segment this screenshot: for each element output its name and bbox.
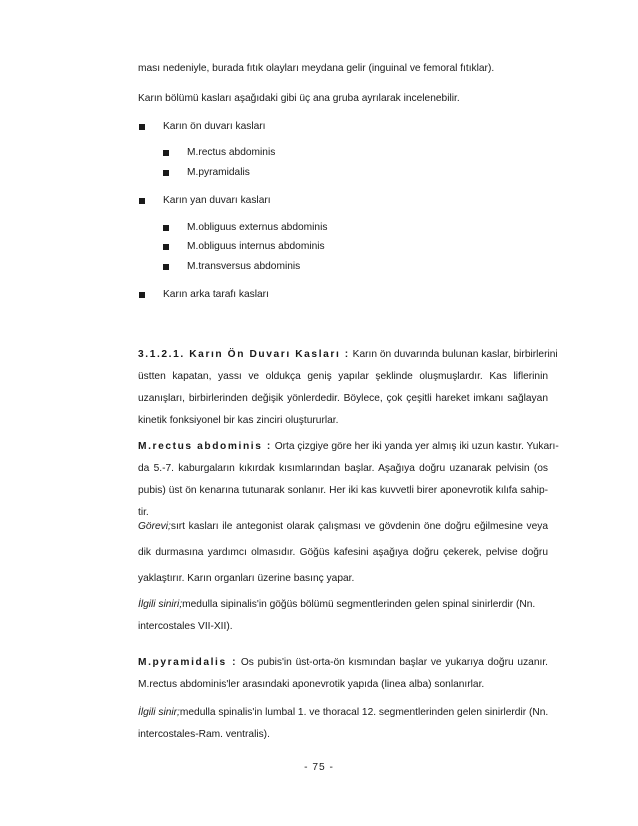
pyramidalis-paragraph-line: M.rectus abdominis'ler arasındaki aponevrotik yapıda (linea alba) sonlanırlar. xyxy=(138,679,485,690)
gorevi-paragraph-line: Görevi;sırt kasları ile antegonist olarak çalışması ve gövdenin öne doğru eğilmesine veya xyxy=(138,521,548,532)
intro-line-1: ması nedeniyle, burada fıtık olayları meydana gelir (inguinal ve femoral fıtıklar). xyxy=(138,63,495,74)
rectus-paragraph-line: M.rectus abdominis : Orta çizgiye göre her iki yanda yer almış iki uzun kastır. Yukarı- xyxy=(138,441,559,452)
section-paragraph-line: kinetik fonksiyonel bir kas zinciri oluştururlar. xyxy=(138,415,339,426)
group-label: Karın yan duvarı kasları xyxy=(163,195,271,206)
section-heading: 3.1.2.1. Karın Ön Duvarı Kasları : xyxy=(138,349,350,360)
pyramidalis-heading: M.pyramidalis : xyxy=(138,657,238,668)
gorevi-paragraph-line: dik durmasına yardımcı olmasıdır. Göğüs kafesini aşağıya doğru çekerek, pelvise doğru xyxy=(138,547,548,558)
gorevi-label: Görevi; xyxy=(138,521,171,532)
nerve-label: İlgili siniri; xyxy=(138,599,183,610)
nerve-paragraph-line: intercostales VII-XII). xyxy=(138,621,233,632)
intro-line-2: Karın bölümü kasları aşağıdaki gibi üç ana gruba ayrılarak incelenebilir. xyxy=(138,93,460,104)
rectus-paragraph-line: pubis) üst ön kenarına tutunarak sonlanır. Her iki kas kuvvetli birer aponevrotik kılıfa sahip- xyxy=(138,485,548,496)
rectus-heading: M.rectus abdominis : xyxy=(138,441,272,452)
group-item: M.obliguus externus abdominis xyxy=(187,222,328,233)
bullet-icon xyxy=(139,198,145,204)
bullet-icon xyxy=(163,150,169,156)
nerve2-label: İlgili sinir; xyxy=(138,707,180,718)
group-label: Karın arka tarafı kasları xyxy=(163,289,269,300)
group-item: M.transversus abdominis xyxy=(187,261,301,272)
bullet-icon xyxy=(163,170,169,176)
group-label: Karın ön duvarı kasları xyxy=(163,121,266,132)
nerve-paragraph-line: İlgili siniri;medulla sipinalis'in göğüs bölümü segmentlerinden gelen spinal sinirlerdir (Nn. xyxy=(138,599,536,610)
rectus-paragraph-line: tir. xyxy=(138,507,149,518)
page-number: - 75 - xyxy=(304,762,334,773)
gorevi-paragraph-line: yaklaştırır. Karın organları üzerine basınç yapar. xyxy=(138,573,355,584)
section-paragraph-line: üstten kapatan, yassı ve oldukça geniş yapılar şeklinde oluşmuşlardır. Kas liflerinin xyxy=(138,371,548,382)
bullet-icon xyxy=(139,292,145,298)
bullet-icon xyxy=(163,225,169,231)
nerve2-paragraph-line: intercostales-Ram. ventralis). xyxy=(138,729,270,740)
group-item: M.rectus abdominis xyxy=(187,147,276,158)
group-item: M.obliguus internus abdominis xyxy=(187,241,325,252)
group-item: M.pyramidalis xyxy=(187,167,250,178)
bullet-icon xyxy=(163,264,169,270)
nerve2-paragraph-line: İlgili sinir;medulla spinalis'in lumbal 1. ve thoracal 12. segmentlerinden gelen sinirlerdir (Nn. xyxy=(138,707,549,718)
pyramidalis-paragraph-line: M.pyramidalis : Os pubis'in üst-orta-ön kısmından başlar ve yukarıya doğru uzanır. xyxy=(138,657,548,668)
bullet-icon xyxy=(139,124,145,130)
section-paragraph-line: uzanışları, birbirlerinden değişik yönlerdedir. Böylece, çok çeşitli hareket imkanı sağlayan xyxy=(138,393,548,404)
section-paragraph-line: 3.1.2.1. Karın Ön Duvarı Kasları : Karın ön duvarında bulunan kaslar, birbirlerini xyxy=(138,349,558,360)
rectus-paragraph-line: da 5.-7. kaburgaların kıkırdak kısımlarından başlar. Aşağıya doğru uzanarak pelvisin (os xyxy=(138,463,548,474)
bullet-icon xyxy=(163,244,169,250)
